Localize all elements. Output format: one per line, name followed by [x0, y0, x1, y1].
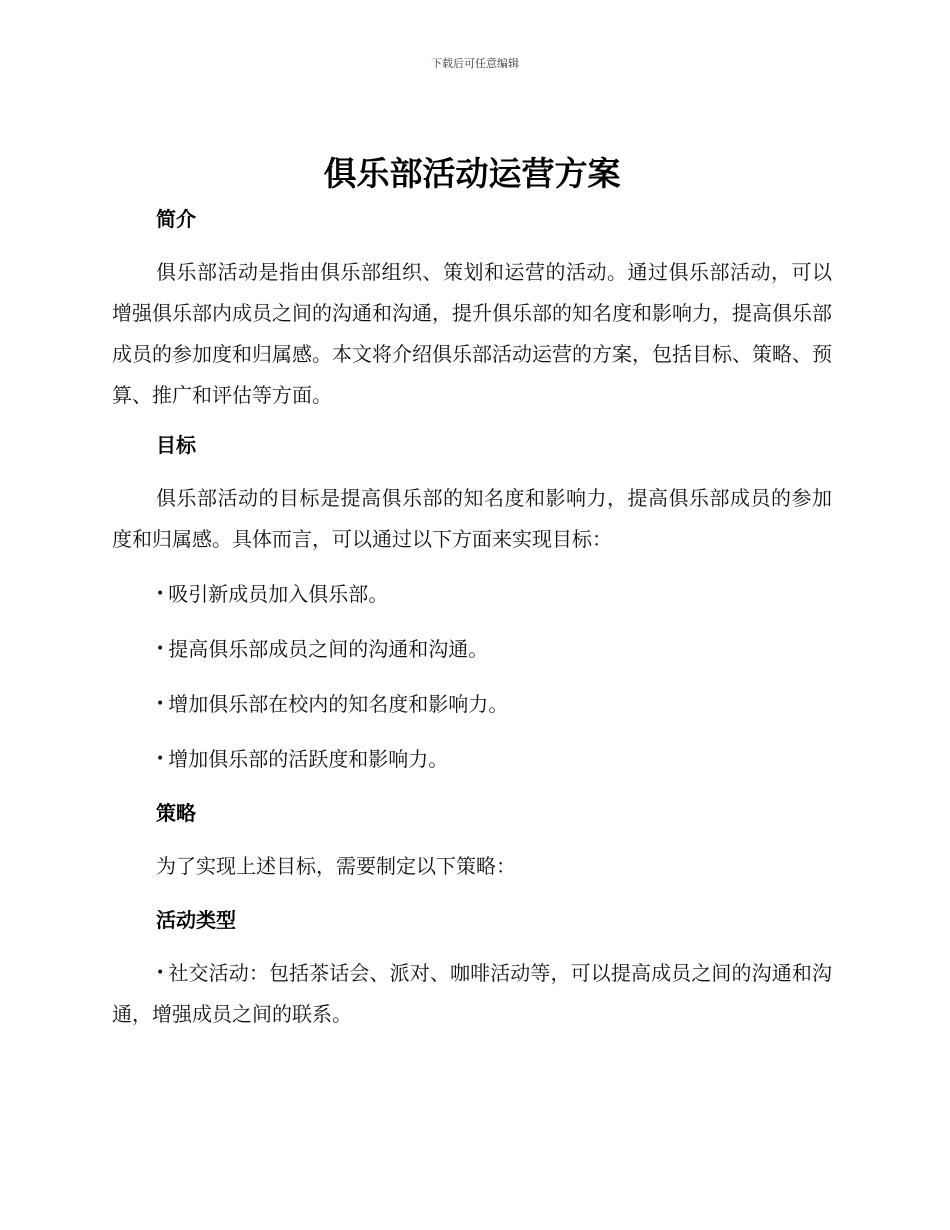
paragraph-strategy: 为了实现上述目标，需要制定以下策略： [156, 854, 516, 878]
document-content [112, 148, 832, 1035]
list-item: • 增加俱乐部的活跃度和影响力。 [112, 739, 832, 780]
list-item: • 社交活动：包括茶话会、派对、咖啡活动等，可以提高成员之间的沟通和沟通，增强成员之间的联系。 [112, 953, 832, 1035]
heading-goals: 目标 [156, 433, 196, 457]
list-item: • 增加俱乐部在校内的知名度和影响力。 [112, 684, 832, 725]
bullet-dot-icon: • [156, 586, 165, 602]
paragraph-goals: 俱乐部活动的目标是提高俱乐部的知名度和影响力，提高俱乐部成员的参加度和归属感。具体而言，可以通过以下方面来实现目标： [112, 486, 832, 551]
bullet-dot-icon: • [156, 965, 165, 981]
header-note: 下载后可任意编辑 [431, 57, 519, 70]
document-title: 俱乐部活动运营方案 [323, 154, 621, 193]
heading-intro: 简介 [156, 207, 196, 231]
bullet-dot-icon: • [156, 641, 165, 657]
bullet-dot-icon: • [156, 751, 165, 767]
bullet-dot-icon: • [156, 696, 165, 712]
heading-strategy: 策略 [156, 801, 196, 825]
heading-activity-types: 活动类型 [156, 908, 236, 932]
paragraph-intro: 俱乐部活动是指由俱乐部组织、策划和运营的活动。通过俱乐部活动，可以增强俱乐部内成员之间的沟通和沟通，提升俱乐部的知名度和影响力，提高俱乐部成员的参加度和归属感。本文将介绍俱乐部活动运营的方案，包括目标、策略、预算、推广和评估等方面。 [112, 260, 832, 407]
list-item: • 吸引新成员加入俱乐部。 [112, 574, 832, 615]
list-item: • 提高俱乐部成员之间的沟通和沟通。 [112, 629, 832, 670]
